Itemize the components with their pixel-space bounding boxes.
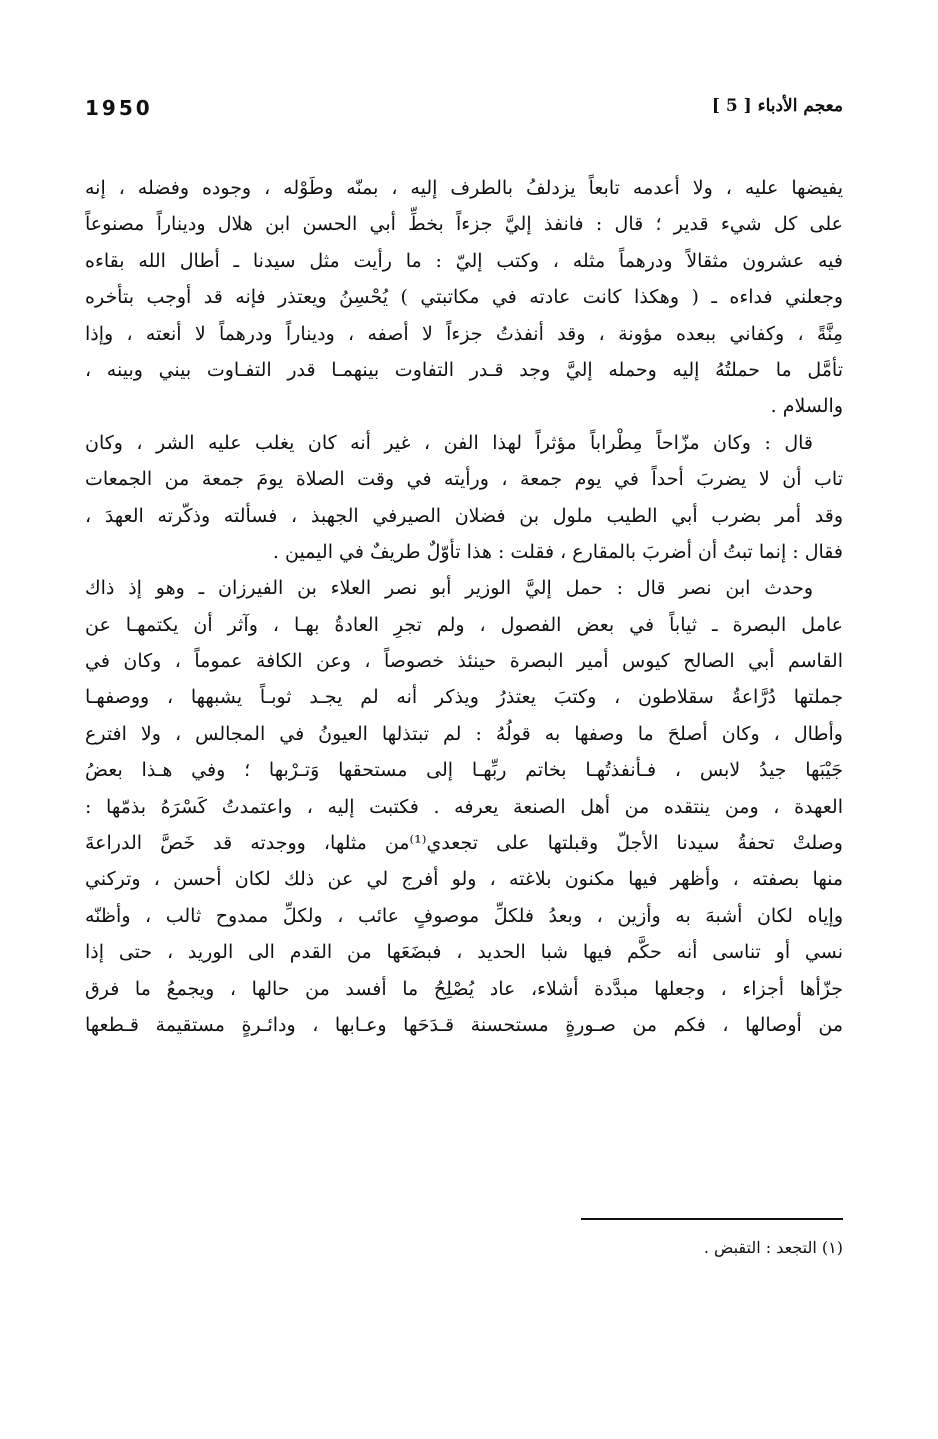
text-line: عامل البصرة ـ ثياباً في بعض الفصول ، ولم تجرِ العادةُ بهـا ، وآثر أن يكتمهـا عن xyxy=(85,613,843,636)
running-title: معجم الأدباء [ 5 ] xyxy=(711,96,843,116)
page-header xyxy=(85,96,843,132)
text-line: على كل شيء قدير ؛ قال : فانفذ إليَّ جزءاً بخطِّ أبي الحسن ابن هلال وديناراً مصنوعاً xyxy=(85,213,843,236)
footnote-divider xyxy=(581,1218,843,1220)
text-line: القاسم أبي الصالح كيوس أمير البصرة حينئذ خصوصاً ، وعن الكافة عموماً ، وكان في xyxy=(85,650,843,673)
paragraph-1 xyxy=(85,170,843,425)
text-line: العهدة ، ومن ينتقده من أهل الصنعة يعرفه . فكتبت إليه ، واعتمدتُ كَسْرَهُ بذمّها : xyxy=(85,795,843,818)
text-line: وحدث ابن نصر قال : حمل إليَّ الوزير أبو نصر العلاء بن الفيرزان ـ وهو إذ ذاك xyxy=(85,577,813,600)
paragraph-3 xyxy=(85,570,843,1043)
paragraph-2 xyxy=(85,425,843,571)
text-line: مِنَّةً ، وكفاني ببعده مؤونة ، وقد أنفذتُ جزءاً لا أصفه ، وديناراً ودرهماً لا أنعته ، وإذا xyxy=(85,322,843,345)
text-line: تاب أن لا يضربَ أحداً في يوم جمعة ، ورأيته في وقت الصلاة يومَ جمعة من الجمعات xyxy=(85,468,843,491)
text-line: نسي أو تناسى أنه حكَّم فيها شبا الحديد ، فبضَعَها من القدم الى الوريد ، حتى إذا xyxy=(85,941,843,964)
text-line: يفيضها عليه ، ولا أعدمه تابعاً يزدلفُ بالطرف إليه ، بمنّه وطَوْله ، وجوده وفضله ، إنه xyxy=(85,177,843,199)
text-line: من أوصالها ، فكم من صـورةٍ مستحسنة قـدَحَها وعـابها ، ودائـرةٍ مستقيمة قـطعها xyxy=(85,1013,843,1036)
text-line: وقد أمر بضرب أبي الطيب ملول بن فضلان الصيرفي الجهبذ ، فسألته وذكّرته العهدَ ، xyxy=(85,504,843,527)
text-line: فيه عشرون مثقالاً ودرهماً مثله ، وكتب إليّ : ما رأيت مثل سيدنا ـ أطال الله بقاءه xyxy=(85,249,843,272)
main-text xyxy=(85,170,843,1043)
text-line: تأمَّل ما حملتُهُ إليه وحمله إليَّ وجد قـدر التفاوت بينهمـا قدر التفـاوت بيني وبينه ، xyxy=(85,358,843,381)
text-line: جَيْبَها جيدُ لابس ، فـأنفذتُهـا بخاتم ربِّهـا إلى مستحقها وَتـرْبها ؛ وفي هـذا بعضُ xyxy=(85,759,843,782)
text-line: قال : وكان مزّاحاً مِطْراباً مؤثراً لهذا الفن ، غير أنه كان يغلب عليه الشر ، وكان xyxy=(85,431,813,454)
text-line: والسلام . xyxy=(770,395,843,418)
footnote: (١) التجعد : التقبض . xyxy=(703,1238,843,1257)
text-line: منها بصفته ، وأظهر فيها مكنون بلاغته ، ولو أفرج لي عن ذلك لكان أحسن ، وتركني xyxy=(85,868,843,891)
text-line: وأطال ، وكان أصلحَ ما وصفها به قولُهُ : لم تبتذلها العيونُ في المجالس ، ولا افترع xyxy=(85,722,843,745)
text-line: وجعلني فداءه ـ ( وهكذا كانت عادته في مكاتبتي ) يُحْسِنُ ويعتذر فإنه قد أوجب بتأخره xyxy=(85,286,843,309)
text-line: وصلتْ تحفةُ سيدنا الأجلّ وقبلتها على تجعدي⁽¹⁾من مثلها، ووجدته قد خَصَّ الدراعةَ xyxy=(85,832,843,855)
text-line: جملتها دُرَّاعةُ سقلاطون ، وكتبَ يعتذرُ ويذكر أنه لم يجـد ثوبـاً يشبهها ، ووصفهـا xyxy=(85,686,843,709)
page-number: 1950 xyxy=(85,96,153,120)
text-line: وإياه لكان أشبهَ به وأزين ، وبعدُ فلكلِّ موصوفٍ عائب ، ولكلِّ ممدوح ثالب ، وأظنّه xyxy=(85,904,843,927)
text-line: فقال : إنما تبتُ أن أضربَ بالمقارع ، فقلت : هذا تأوّلٌ طريفٌ في اليمين . xyxy=(272,540,843,563)
text-line: جزّأها أجزاء ، وجعلها مبدَّدة أشلاء، عاد يُصْلِحُ ما أفسد من حالها ، ويجمعُ ما فرق xyxy=(85,977,843,1000)
